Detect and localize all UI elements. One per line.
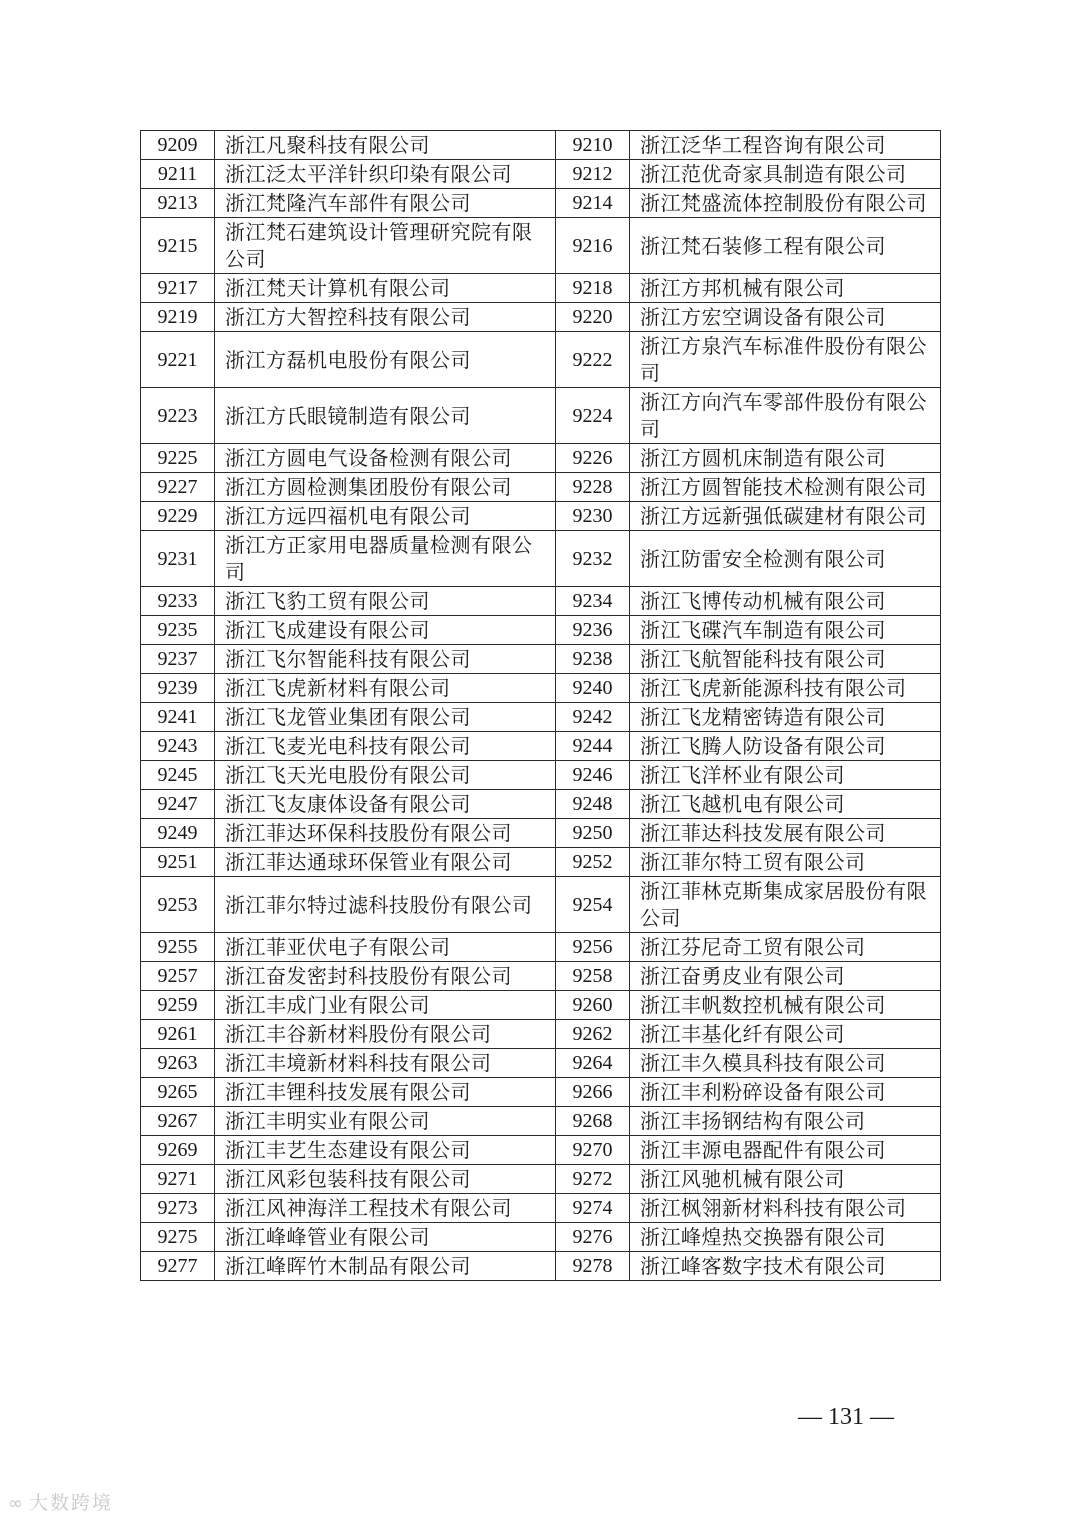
company-name-cell: 浙江峰晖竹木制品有限公司 [215, 1252, 556, 1281]
serial-number-cell: 9242 [556, 703, 630, 732]
company-name-cell: 浙江峰峰管业有限公司 [215, 1223, 556, 1252]
serial-number-cell: 9209 [141, 131, 215, 160]
table-row [141, 587, 941, 616]
table-row [141, 848, 941, 877]
serial-number-cell: 9246 [556, 761, 630, 790]
table-row [141, 1078, 941, 1107]
company-list-body [141, 131, 941, 1281]
serial-number-cell: 9243 [141, 732, 215, 761]
table-row [141, 332, 941, 388]
company-name-cell: 浙江方邦机械有限公司 [630, 274, 941, 303]
watermark-logo-icon: ∞ [8, 1493, 25, 1514]
serial-number-cell: 9274 [556, 1194, 630, 1223]
serial-number-cell: 9238 [556, 645, 630, 674]
serial-number-cell: 9237 [141, 645, 215, 674]
company-name-cell: 浙江枫翎新材料科技有限公司 [630, 1194, 941, 1223]
table-row [141, 1165, 941, 1194]
table-row [141, 962, 941, 991]
company-name-cell: 浙江飞博传动机械有限公司 [630, 587, 941, 616]
company-name-cell: 浙江芬尼奇工贸有限公司 [630, 933, 941, 962]
serial-number-cell: 9224 [556, 388, 630, 444]
table-row [141, 1194, 941, 1223]
table-row [141, 732, 941, 761]
table-row [141, 473, 941, 502]
company-name-cell: 浙江方远新强低碳建材有限公司 [630, 502, 941, 531]
serial-number-cell: 9264 [556, 1049, 630, 1078]
serial-number-cell: 9235 [141, 616, 215, 645]
company-name-cell: 浙江飞成建设有限公司 [215, 616, 556, 645]
company-name-cell: 浙江飞尔智能科技有限公司 [215, 645, 556, 674]
company-name-cell: 浙江丰利粉碎设备有限公司 [630, 1078, 941, 1107]
company-name-cell: 浙江菲亚伏电子有限公司 [215, 933, 556, 962]
table-row [141, 674, 941, 703]
company-name-cell: 浙江飞洋杯业有限公司 [630, 761, 941, 790]
company-name-cell: 浙江风神海洋工程技术有限公司 [215, 1194, 556, 1223]
company-name-cell: 浙江方圆检测集团股份有限公司 [215, 473, 556, 502]
company-name-cell: 浙江方向汽车零部件股份有限公司 [630, 388, 941, 444]
table-row [141, 1252, 941, 1281]
company-name-cell: 浙江方大智控科技有限公司 [215, 303, 556, 332]
serial-number-cell: 9213 [141, 189, 215, 218]
company-name-cell: 浙江丰基化纤有限公司 [630, 1020, 941, 1049]
serial-number-cell: 9227 [141, 473, 215, 502]
serial-number-cell: 9265 [141, 1078, 215, 1107]
company-name-cell: 浙江飞航智能科技有限公司 [630, 645, 941, 674]
serial-number-cell: 9249 [141, 819, 215, 848]
company-name-cell: 浙江丰明实业有限公司 [215, 1107, 556, 1136]
company-name-cell: 浙江范优奇家具制造有限公司 [630, 160, 941, 189]
serial-number-cell: 9250 [556, 819, 630, 848]
company-name-cell: 浙江防雷安全检测有限公司 [630, 531, 941, 587]
table-row [141, 1049, 941, 1078]
serial-number-cell: 9263 [141, 1049, 215, 1078]
serial-number-cell: 9217 [141, 274, 215, 303]
watermark [8, 1488, 113, 1515]
company-name-cell: 浙江风彩包装科技有限公司 [215, 1165, 556, 1194]
company-name-cell: 浙江方圆智能技术检测有限公司 [630, 473, 941, 502]
company-name-cell: 浙江丰谷新材料股份有限公司 [215, 1020, 556, 1049]
serial-number-cell: 9261 [141, 1020, 215, 1049]
company-name-cell: 浙江方圆电气设备检测有限公司 [215, 444, 556, 473]
serial-number-cell: 9222 [556, 332, 630, 388]
company-name-cell: 浙江凡聚科技有限公司 [215, 131, 556, 160]
serial-number-cell: 9215 [141, 218, 215, 274]
serial-number-cell: 9220 [556, 303, 630, 332]
company-name-cell: 浙江飞豹工贸有限公司 [215, 587, 556, 616]
company-name-cell: 浙江飞腾人防设备有限公司 [630, 732, 941, 761]
serial-number-cell: 9212 [556, 160, 630, 189]
company-name-cell: 浙江丰久模具科技有限公司 [630, 1049, 941, 1078]
serial-number-cell: 9233 [141, 587, 215, 616]
table-row [141, 877, 941, 933]
serial-number-cell: 9241 [141, 703, 215, 732]
serial-number-cell: 9211 [141, 160, 215, 189]
page-number: — 131 — [798, 1404, 894, 1430]
company-name-cell: 浙江菲达科技发展有限公司 [630, 819, 941, 848]
company-name-cell: 浙江菲林克斯集成家居股份有限公司 [630, 877, 941, 933]
table-row [141, 444, 941, 473]
serial-number-cell: 9252 [556, 848, 630, 877]
table-row [141, 160, 941, 189]
company-name-cell: 浙江丰境新材料科技有限公司 [215, 1049, 556, 1078]
table-row [141, 991, 941, 1020]
serial-number-cell: 9230 [556, 502, 630, 531]
serial-number-cell: 9268 [556, 1107, 630, 1136]
serial-number-cell: 9266 [556, 1078, 630, 1107]
company-name-cell: 浙江风驰机械有限公司 [630, 1165, 941, 1194]
company-name-cell: 浙江方氏眼镜制造有限公司 [215, 388, 556, 444]
serial-number-cell: 9229 [141, 502, 215, 531]
table-row [141, 933, 941, 962]
serial-number-cell: 9257 [141, 962, 215, 991]
table-row [141, 616, 941, 645]
serial-number-cell: 9248 [556, 790, 630, 819]
serial-number-cell: 9234 [556, 587, 630, 616]
table-row [141, 189, 941, 218]
serial-number-cell: 9216 [556, 218, 630, 274]
company-name-cell: 浙江飞虎新材料有限公司 [215, 674, 556, 703]
serial-number-cell: 9218 [556, 274, 630, 303]
company-name-cell: 浙江方远四福机电有限公司 [215, 502, 556, 531]
company-name-cell: 浙江飞龙管业集团有限公司 [215, 703, 556, 732]
serial-number-cell: 9247 [141, 790, 215, 819]
watermark-text: 大数跨境 [29, 1492, 114, 1514]
company-name-cell: 浙江峰客数字技术有限公司 [630, 1252, 941, 1281]
table-row [141, 703, 941, 732]
table-row [141, 531, 941, 587]
serial-number-cell: 9214 [556, 189, 630, 218]
company-name-cell: 浙江丰帆数控机械有限公司 [630, 991, 941, 1020]
company-name-cell: 浙江菲尔特工贸有限公司 [630, 848, 941, 877]
serial-number-cell: 9253 [141, 877, 215, 933]
table-row [141, 502, 941, 531]
company-name-cell: 浙江飞虎新能源科技有限公司 [630, 674, 941, 703]
serial-number-cell: 9239 [141, 674, 215, 703]
serial-number-cell: 9251 [141, 848, 215, 877]
company-name-cell: 浙江菲尔特过滤科技股份有限公司 [215, 877, 556, 933]
serial-number-cell: 9228 [556, 473, 630, 502]
company-name-cell: 浙江方磊机电股份有限公司 [215, 332, 556, 388]
serial-number-cell: 9271 [141, 1165, 215, 1194]
table-row [141, 761, 941, 790]
company-name-cell: 浙江泛华工程咨询有限公司 [630, 131, 941, 160]
serial-number-cell: 9256 [556, 933, 630, 962]
company-name-cell: 浙江飞碟汽车制造有限公司 [630, 616, 941, 645]
table-row [141, 1020, 941, 1049]
table-row [141, 303, 941, 332]
table-row [141, 790, 941, 819]
serial-number-cell: 9270 [556, 1136, 630, 1165]
company-name-cell: 浙江梵石建筑设计管理研究院有限公司 [215, 218, 556, 274]
company-name-cell: 浙江丰源电器配件有限公司 [630, 1136, 941, 1165]
company-name-cell: 浙江飞友康体设备有限公司 [215, 790, 556, 819]
company-name-cell: 浙江飞麦光电科技有限公司 [215, 732, 556, 761]
company-name-cell: 浙江丰成门业有限公司 [215, 991, 556, 1020]
serial-number-cell: 9225 [141, 444, 215, 473]
company-name-cell: 浙江方正家用电器质量检测有限公司 [215, 531, 556, 587]
company-name-cell: 浙江丰扬钢结构有限公司 [630, 1107, 941, 1136]
table-row [141, 819, 941, 848]
serial-number-cell: 9267 [141, 1107, 215, 1136]
serial-number-cell: 9262 [556, 1020, 630, 1049]
serial-number-cell: 9254 [556, 877, 630, 933]
serial-number-cell: 9260 [556, 991, 630, 1020]
serial-number-cell: 9223 [141, 388, 215, 444]
company-name-cell: 浙江泛太平洋针织印染有限公司 [215, 160, 556, 189]
company-name-cell: 浙江飞龙精密铸造有限公司 [630, 703, 941, 732]
serial-number-cell: 9258 [556, 962, 630, 991]
serial-number-cell: 9255 [141, 933, 215, 962]
company-name-cell: 浙江峰煌热交换器有限公司 [630, 1223, 941, 1252]
serial-number-cell: 9276 [556, 1223, 630, 1252]
table-row [141, 388, 941, 444]
serial-number-cell: 9240 [556, 674, 630, 703]
serial-number-cell: 9269 [141, 1136, 215, 1165]
serial-number-cell: 9273 [141, 1194, 215, 1223]
table-row [141, 1136, 941, 1165]
company-name-cell: 浙江方宏空调设备有限公司 [630, 303, 941, 332]
company-name-cell: 浙江方圆机床制造有限公司 [630, 444, 941, 473]
serial-number-cell: 9245 [141, 761, 215, 790]
serial-number-cell: 9226 [556, 444, 630, 473]
company-name-cell: 浙江奋勇皮业有限公司 [630, 962, 941, 991]
company-name-cell: 浙江飞天光电股份有限公司 [215, 761, 556, 790]
table-row [141, 1107, 941, 1136]
company-name-cell: 浙江梵盛流体控制股份有限公司 [630, 189, 941, 218]
table-row [141, 645, 941, 674]
company-name-cell: 浙江梵天计算机有限公司 [215, 274, 556, 303]
serial-number-cell: 9244 [556, 732, 630, 761]
company-name-cell: 浙江梵石装修工程有限公司 [630, 218, 941, 274]
company-name-cell: 浙江方泉汽车标准件股份有限公司 [630, 332, 941, 388]
serial-number-cell: 9219 [141, 303, 215, 332]
company-name-cell: 浙江菲达通球环保管业有限公司 [215, 848, 556, 877]
serial-number-cell: 9231 [141, 531, 215, 587]
serial-number-cell: 9278 [556, 1252, 630, 1281]
serial-number-cell: 9210 [556, 131, 630, 160]
serial-number-cell: 9236 [556, 616, 630, 645]
serial-number-cell: 9221 [141, 332, 215, 388]
table-row [141, 274, 941, 303]
table-row [141, 1223, 941, 1252]
table-row [141, 131, 941, 160]
serial-number-cell: 9272 [556, 1165, 630, 1194]
company-name-cell: 浙江丰艺生态建设有限公司 [215, 1136, 556, 1165]
table-row [141, 218, 941, 274]
serial-number-cell: 9232 [556, 531, 630, 587]
company-list-table [140, 130, 941, 1281]
serial-number-cell: 9277 [141, 1252, 215, 1281]
company-name-cell: 浙江飞越机电有限公司 [630, 790, 941, 819]
serial-number-cell: 9259 [141, 991, 215, 1020]
serial-number-cell: 9275 [141, 1223, 215, 1252]
company-name-cell: 浙江菲达环保科技股份有限公司 [215, 819, 556, 848]
company-name-cell: 浙江丰锂科技发展有限公司 [215, 1078, 556, 1107]
company-name-cell: 浙江奋发密封科技股份有限公司 [215, 962, 556, 991]
company-name-cell: 浙江梵隆汽车部件有限公司 [215, 189, 556, 218]
